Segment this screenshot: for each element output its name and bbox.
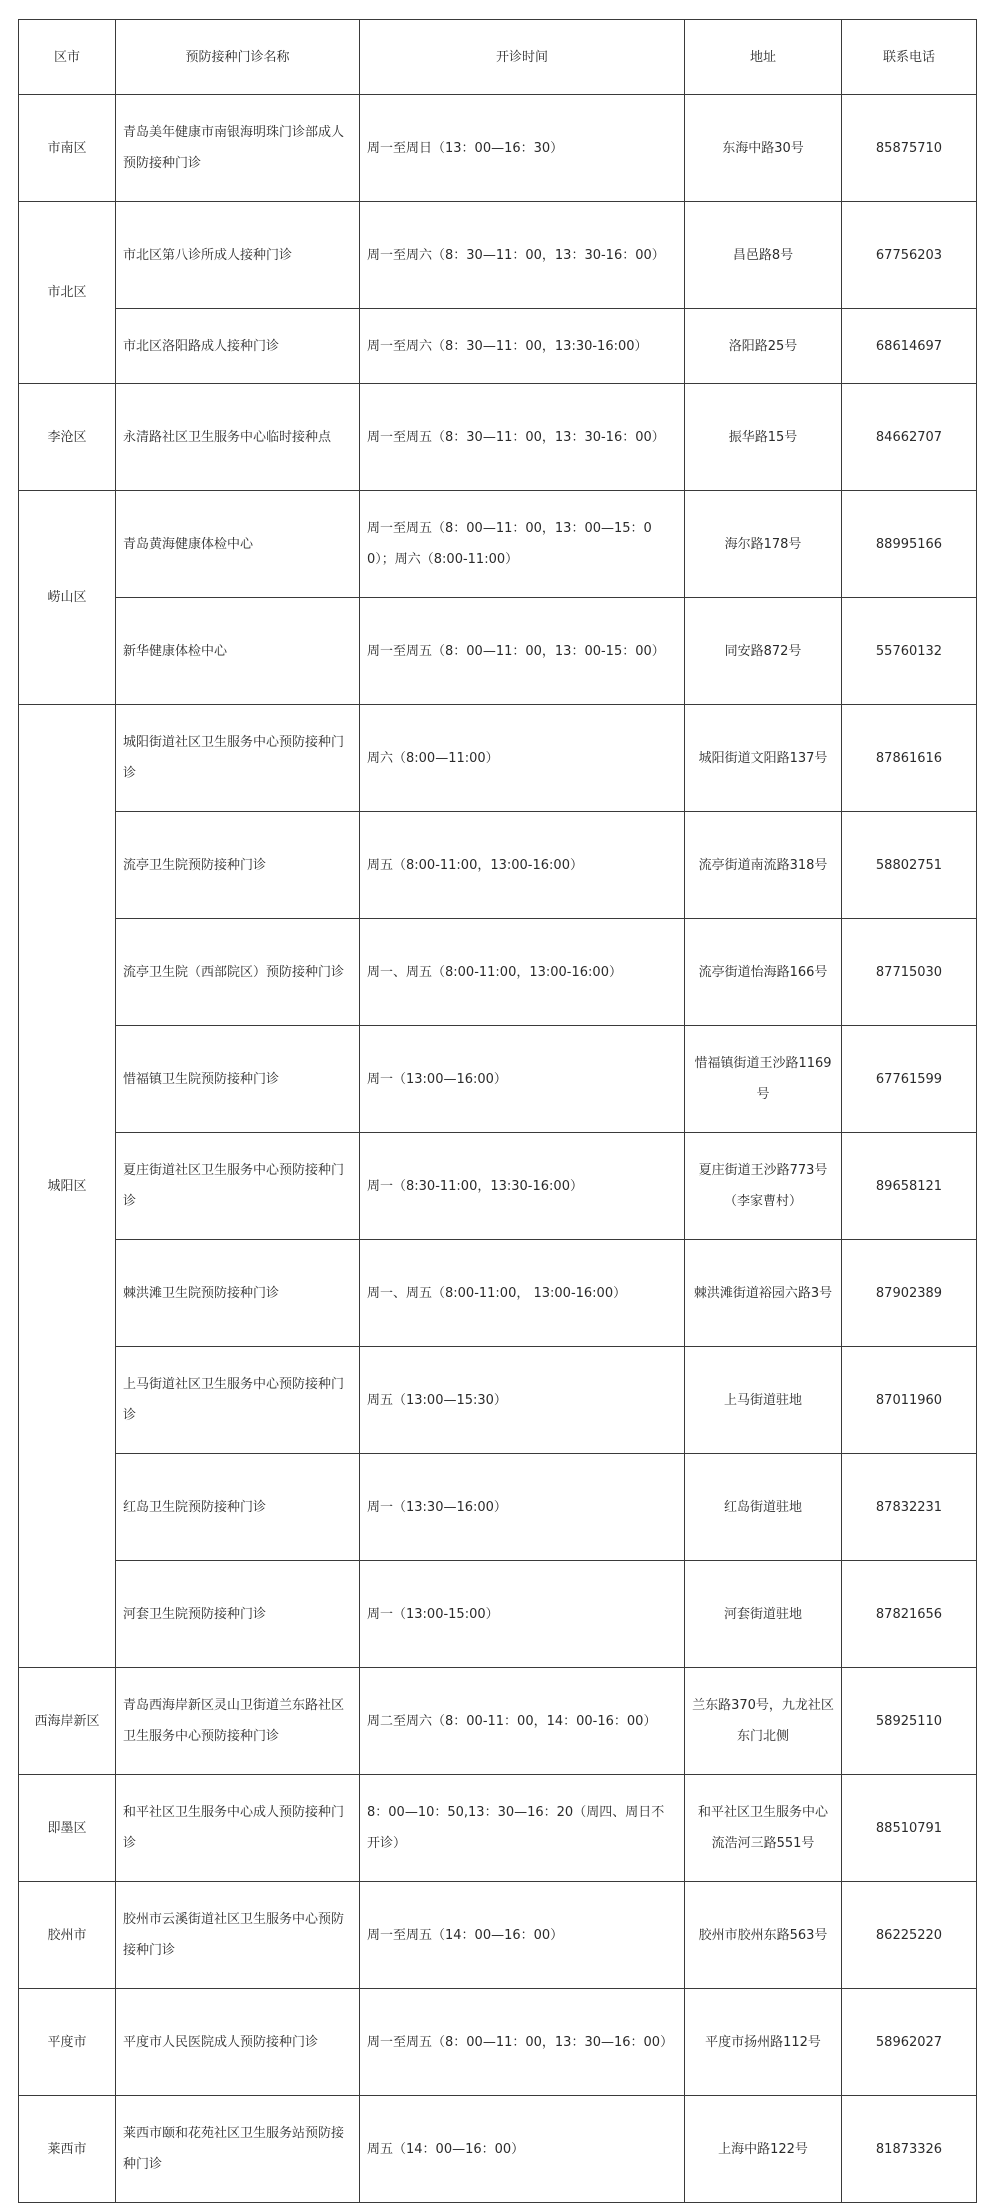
- hours-cell: 周一至周六（8：30—11：00，13：30-16：00）: [360, 202, 685, 309]
- clinic-name-cell: 红岛卫生院预防接种门诊: [116, 1454, 360, 1561]
- hours-cell: 周一（13:00-15:00）: [360, 1561, 685, 1668]
- phone-cell: 84662707: [842, 384, 977, 491]
- table-row: [19, 812, 977, 919]
- clinic-name-cell: 流亭卫生院（西部院区）预防接种门诊: [116, 919, 360, 1026]
- hours-cell: 8：00—10：50,13：30—16：20（周四、周日不开诊）: [360, 1775, 685, 1882]
- phone-cell: 68614697: [842, 309, 977, 384]
- hours-cell: 周一至周六（8：30—11：00，13:30-16:00）: [360, 309, 685, 384]
- table-row: [19, 1668, 977, 1775]
- clinic-name-cell: 青岛黄海健康体检中心: [116, 491, 360, 598]
- address-cell: 海尔路178号: [685, 491, 842, 598]
- header-phone: 联系电话: [842, 20, 977, 95]
- clinic-name-cell: 棘洪滩卫生院预防接种门诊: [116, 1240, 360, 1347]
- phone-cell: 88995166: [842, 491, 977, 598]
- phone-cell: 55760132: [842, 598, 977, 705]
- district-cell: 市南区: [19, 95, 116, 202]
- hours-cell: 周一至周五（8：00—11：00，13：00-15：00）: [360, 598, 685, 705]
- clinic-name-cell: 流亭卫生院预防接种门诊: [116, 812, 360, 919]
- hours-cell: 周五（8:00-11:00，13:00-16:00）: [360, 812, 685, 919]
- phone-cell: 89658121: [842, 1133, 977, 1240]
- table-row: [19, 309, 977, 384]
- table-row: [19, 202, 977, 309]
- hours-cell: 周一至周五（8：00—11：00，13：00—15：00）；周六（8:00-11:00）: [360, 491, 685, 598]
- header-name: 预防接种门诊名称: [116, 20, 360, 95]
- phone-cell: 87821656: [842, 1561, 977, 1668]
- clinic-name-cell: 和平社区卫生服务中心成人预防接种门诊: [116, 1775, 360, 1882]
- phone-cell: 87715030: [842, 919, 977, 1026]
- table-body: [19, 95, 977, 2203]
- hours-cell: 周一至周五（14：00—16：00）: [360, 1882, 685, 1989]
- table-row: [19, 384, 977, 491]
- hours-cell: 周一至周日（13：00—16：30）: [360, 95, 685, 202]
- clinic-name-cell: 夏庄街道社区卫生服务中心预防接种门诊: [116, 1133, 360, 1240]
- district-cell: 崂山区: [19, 491, 116, 705]
- clinic-name-cell: 青岛美年健康市南银海明珠门诊部成人预防接种门诊: [116, 95, 360, 202]
- clinic-name-cell: 莱西市颐和花苑社区卫生服务站预防接种门诊: [116, 2096, 360, 2203]
- table-row: [19, 598, 977, 705]
- address-cell: 河套街道驻地: [685, 1561, 842, 1668]
- hours-cell: 周一至周五（8：30—11：00，13：30-16：00）: [360, 384, 685, 491]
- address-cell: 兰东路370号，九龙社区东门北侧: [685, 1668, 842, 1775]
- clinic-name-cell: 市北区洛阳路成人接种门诊: [116, 309, 360, 384]
- clinic-name-cell: 新华健康体检中心: [116, 598, 360, 705]
- hours-cell: 周一至周五（8：00—11：00，13：30—16：00）: [360, 1989, 685, 2096]
- phone-cell: 58925110: [842, 1668, 977, 1775]
- district-cell: 城阳区: [19, 705, 116, 1668]
- table-row: [19, 1240, 977, 1347]
- address-cell: 洛阳路25号: [685, 309, 842, 384]
- table-row: [19, 1347, 977, 1454]
- clinic-name-cell: 永清路社区卫生服务中心临时接种点: [116, 384, 360, 491]
- address-cell: 棘洪滩街道裕园六路3号: [685, 1240, 842, 1347]
- address-cell: 红岛街道驻地: [685, 1454, 842, 1561]
- address-cell: 城阳街道文阳路137号: [685, 705, 842, 812]
- clinic-name-cell: 上马街道社区卫生服务中心预防接种门诊: [116, 1347, 360, 1454]
- hours-cell: 周一、周五（8:00-11:00， 13:00-16:00）: [360, 1240, 685, 1347]
- address-cell: 夏庄街道王沙路773号（李家曹村）: [685, 1133, 842, 1240]
- address-cell: 和平社区卫生服务中心流浩河三路551号: [685, 1775, 842, 1882]
- table-row: [19, 1133, 977, 1240]
- hours-cell: 周五（13:00—15:30）: [360, 1347, 685, 1454]
- header-row: [19, 20, 977, 95]
- district-cell: 李沧区: [19, 384, 116, 491]
- table-row: [19, 2096, 977, 2203]
- address-cell: 振华路15号: [685, 384, 842, 491]
- hours-cell: 周一（13:00—16:00）: [360, 1026, 685, 1133]
- table-row: [19, 491, 977, 598]
- table-row: [19, 1026, 977, 1133]
- clinic-name-cell: 河套卫生院预防接种门诊: [116, 1561, 360, 1668]
- address-cell: 上海中路122号: [685, 2096, 842, 2203]
- address-cell: 流亭街道南流路318号: [685, 812, 842, 919]
- clinic-name-cell: 城阳街道社区卫生服务中心预防接种门诊: [116, 705, 360, 812]
- address-cell: 平度市扬州路112号: [685, 1989, 842, 2096]
- header-address: 地址: [685, 20, 842, 95]
- district-cell: 西海岸新区: [19, 1668, 116, 1775]
- hours-cell: 周一、周五（8:00-11:00，13:00-16:00）: [360, 919, 685, 1026]
- district-cell: 平度市: [19, 1989, 116, 2096]
- table-row: [19, 705, 977, 812]
- address-cell: 昌邑路8号: [685, 202, 842, 309]
- table-row: [19, 1561, 977, 1668]
- district-cell: 莱西市: [19, 2096, 116, 2203]
- phone-cell: 87902389: [842, 1240, 977, 1347]
- phone-cell: 87832231: [842, 1454, 977, 1561]
- phone-cell: 67756203: [842, 202, 977, 309]
- phone-cell: 58962027: [842, 1989, 977, 2096]
- table-row: [19, 1454, 977, 1561]
- address-cell: 东海中路30号: [685, 95, 842, 202]
- header-district: 区市: [19, 20, 116, 95]
- phone-cell: 86225220: [842, 1882, 977, 1989]
- phone-cell: 87861616: [842, 705, 977, 812]
- clinic-name-cell: 平度市人民医院成人预防接种门诊: [116, 1989, 360, 2096]
- table-row: [19, 1989, 977, 2096]
- phone-cell: 67761599: [842, 1026, 977, 1133]
- table-row: [19, 919, 977, 1026]
- clinic-name-cell: 市北区第八诊所成人接种门诊: [116, 202, 360, 309]
- phone-cell: 81873326: [842, 2096, 977, 2203]
- address-cell: 惜福镇街道王沙路1169号: [685, 1026, 842, 1133]
- district-cell: 胶州市: [19, 1882, 116, 1989]
- table-row: [19, 1775, 977, 1882]
- hours-cell: 周六（8:00—11:00）: [360, 705, 685, 812]
- table-row: [19, 95, 977, 202]
- address-cell: 同安路872号: [685, 598, 842, 705]
- phone-cell: 88510791: [842, 1775, 977, 1882]
- address-cell: 胶州市胶州东路563号: [685, 1882, 842, 1989]
- table-row: [19, 1882, 977, 1989]
- clinic-name-cell: 胶州市云溪街道社区卫生服务中心预防接种门诊: [116, 1882, 360, 1989]
- phone-cell: 87011960: [842, 1347, 977, 1454]
- district-cell: 即墨区: [19, 1775, 116, 1882]
- hours-cell: 周二至周六（8：00-11：00，14：00-16：00）: [360, 1668, 685, 1775]
- clinic-name-cell: 青岛西海岸新区灵山卫街道兰东路社区卫生服务中心预防接种门诊: [116, 1668, 360, 1775]
- hours-cell: 周一（8:30-11:00，13:30-16:00）: [360, 1133, 685, 1240]
- hours-cell: 周五（14：00—16：00）: [360, 2096, 685, 2203]
- clinic-table: [18, 19, 977, 2203]
- phone-cell: 58802751: [842, 812, 977, 919]
- header-hours: 开诊时间: [360, 20, 685, 95]
- district-cell: 市北区: [19, 202, 116, 384]
- phone-cell: 85875710: [842, 95, 977, 202]
- address-cell: 上马街道驻地: [685, 1347, 842, 1454]
- address-cell: 流亭街道怡海路166号: [685, 919, 842, 1026]
- hours-cell: 周一（13:30—16:00）: [360, 1454, 685, 1561]
- clinic-name-cell: 惜福镇卫生院预防接种门诊: [116, 1026, 360, 1133]
